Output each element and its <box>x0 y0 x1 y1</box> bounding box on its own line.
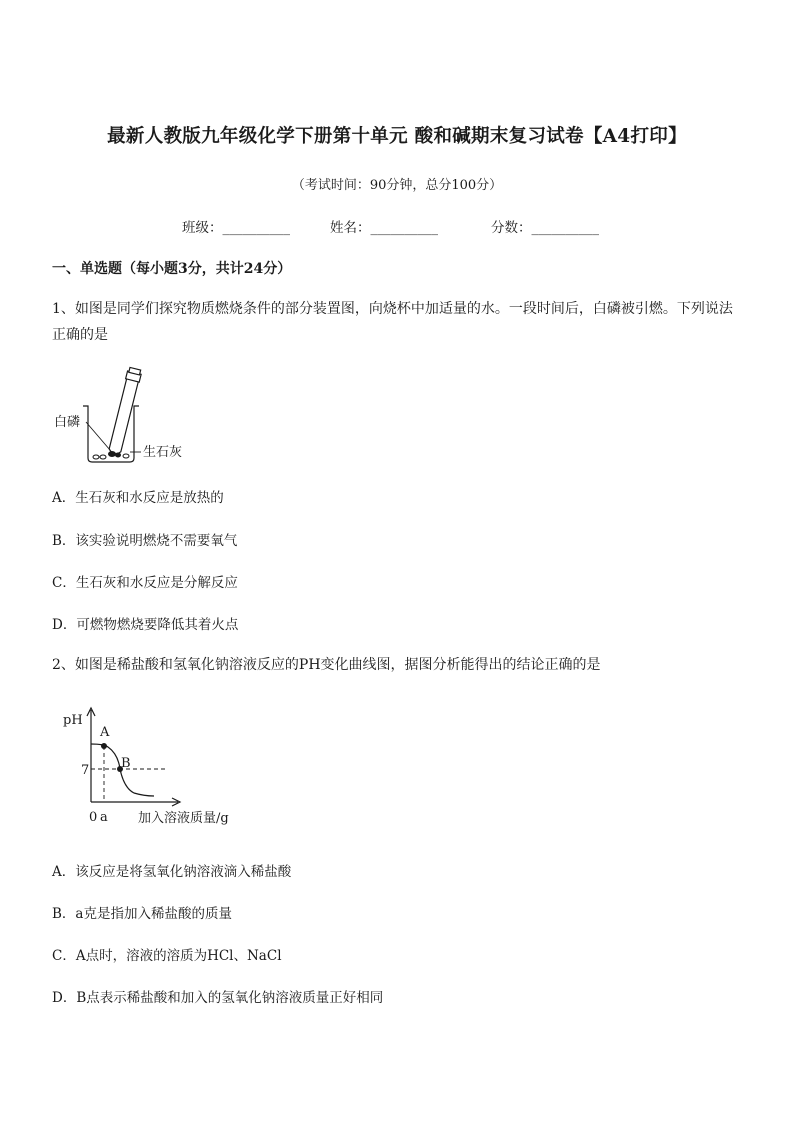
class-field: 班级：__________ <box>182 220 290 236</box>
page-title: 最新人教版九年级化学下册第十单元 酸和碱期末复习试卷【A4打印】 <box>107 126 687 147</box>
question-1-stem: 1、如图是同学们探究物质燃烧条件的部分装置图，向烧杯中加适量的水。一段时间后，白磷被引燃。下列说法正确的是 <box>52 301 733 343</box>
question-1-option-a: A．生石灰和水反应是放热的 <box>52 490 224 506</box>
question-2-option-c: C．A点时，溶液的溶质为HCl、NaCl <box>52 948 282 964</box>
y-tick-7: 7 <box>81 763 90 778</box>
section-heading: 一、单选题（每小题3分，共计24分） <box>52 261 292 277</box>
name-field: 姓名：__________ <box>330 220 438 236</box>
question-2-option-d: D．B点表示稀盐酸和加入的氢氧化钠溶液质量正好相同 <box>52 990 384 1006</box>
question-1-option-b: B．该实验说明燃烧不需要氧气 <box>52 533 238 549</box>
question-1-option-d: D．可燃物燃烧要降低其着火点 <box>52 617 239 633</box>
beaker-figure <box>50 366 210 466</box>
question-2-stem: 2、如图是稀盐酸和氢氧化钠溶液反应的PH变化曲线图，据图分析能得出的结论正确的是 <box>52 657 601 673</box>
question-2-option-b: B．a克是指加入稀盐酸的质量 <box>52 906 232 922</box>
exam-time-note: （考试时间：90分钟，总分100分） <box>291 178 503 193</box>
point-a-label: A <box>100 725 110 740</box>
white-phosphorus-label: 白磷 <box>54 415 81 430</box>
ph-curve-figure <box>56 702 266 832</box>
x-tick-a: a <box>100 810 108 825</box>
x-axis-label: 加入溶液质量/g <box>138 811 229 826</box>
origin-label: 0 <box>89 810 98 825</box>
score-field: 分数：__________ <box>491 220 599 236</box>
question-1-option-c: C．生石灰和水反应是分解反应 <box>52 575 238 591</box>
question-2-option-a: A．该反应是将氢氧化钠溶液滴入稀盐酸 <box>52 864 292 880</box>
y-axis-label: pH <box>63 713 83 728</box>
point-b-label: B <box>121 756 131 771</box>
quicklime-label: 生石灰 <box>143 445 183 460</box>
